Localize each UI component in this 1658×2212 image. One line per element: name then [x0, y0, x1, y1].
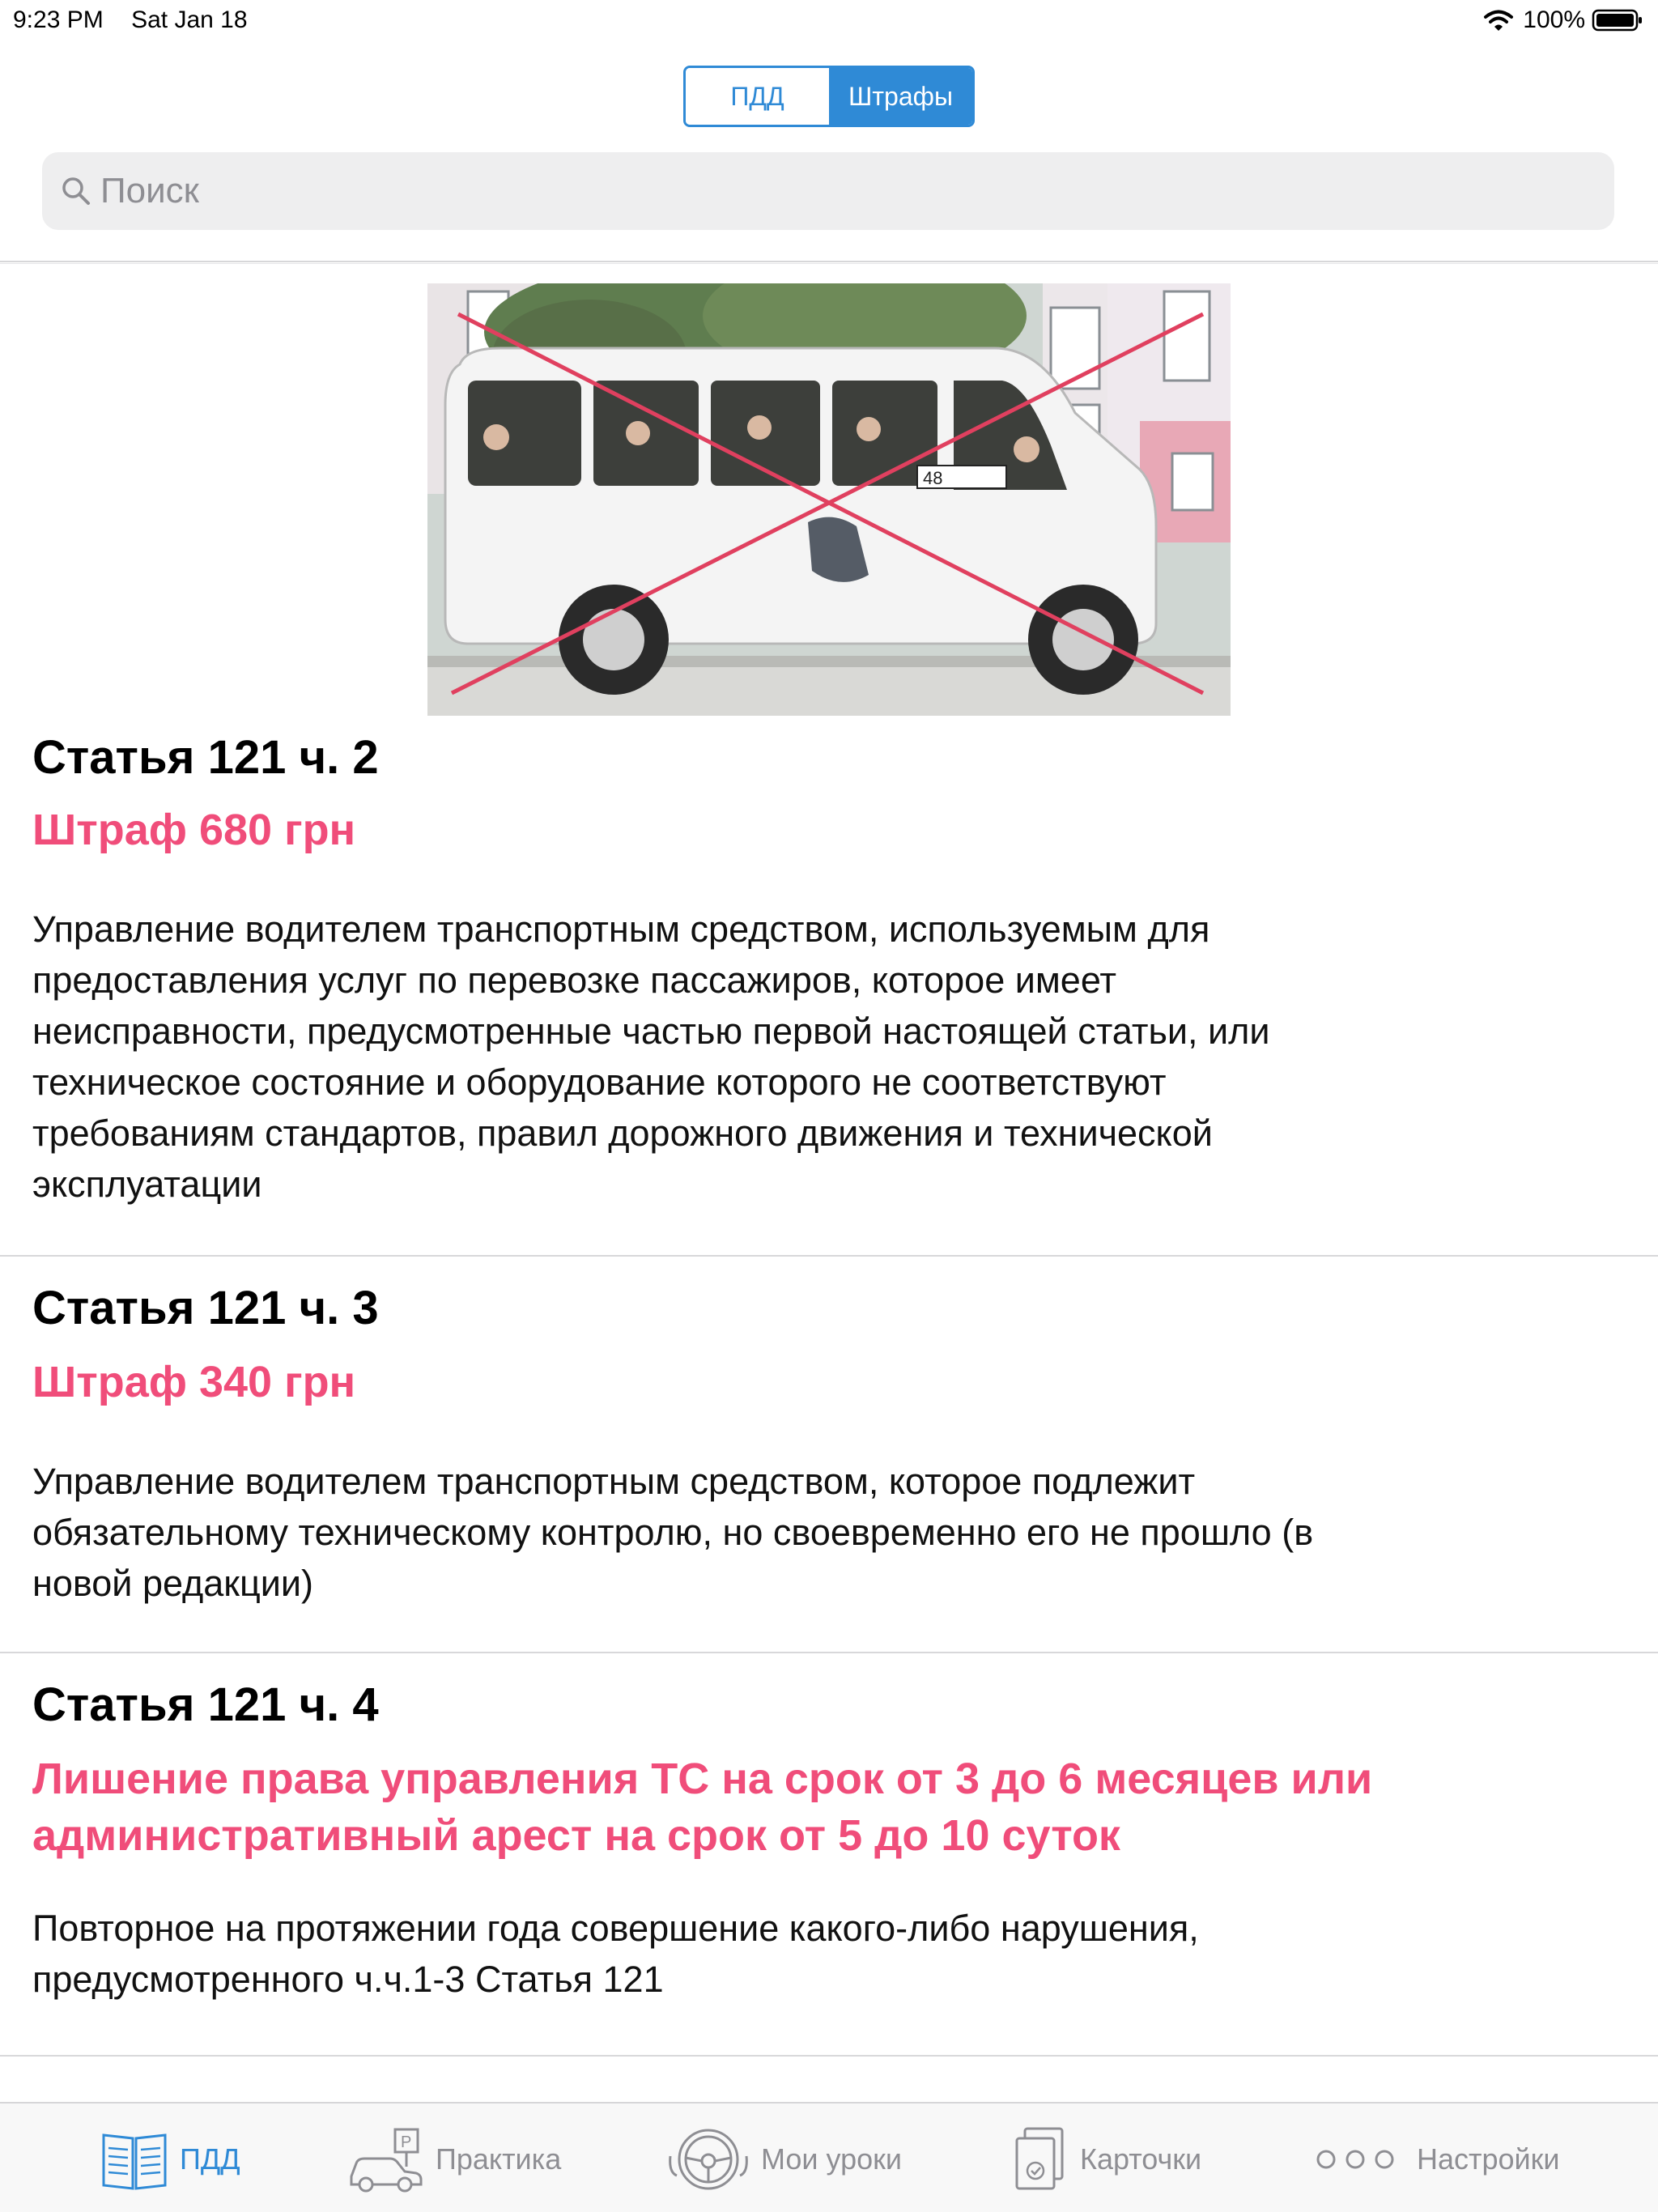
- status-time-date: [13, 6, 269, 34]
- row-divider: [0, 1652, 1658, 1653]
- article-fine: [32, 1750, 1571, 1864]
- tab-label: Настройки: [1417, 2142, 1560, 2176]
- desc-line: предоставления услуг по перевозке пассажиров, которое имеет: [32, 959, 1116, 1001]
- van-plate-number: 48: [923, 468, 943, 488]
- fine-line: Лишение права управления ТС на срок от 3 до 6 месяцев или: [32, 1755, 1373, 1803]
- article-description: [32, 904, 1619, 1210]
- desc-line: неисправности, предусмотренные частью первой настоящей статьи, или: [32, 1010, 1270, 1052]
- tab-label: Практика: [436, 2142, 562, 2176]
- fine-line: административный арест на срок от 5 до 10 суток: [32, 1811, 1120, 1860]
- cards-icon: [1012, 2125, 1069, 2193]
- desc-line: Управление водителем транспортным средством, используемым для: [32, 908, 1210, 950]
- row-divider: [0, 2055, 1658, 2057]
- header-separator: [0, 261, 1658, 264]
- desc-line: эксплуатации: [32, 1163, 262, 1205]
- book-icon: [100, 2127, 168, 2192]
- article-title: Статья 121 ч. 3: [32, 1282, 379, 1334]
- status-indicators: [1482, 6, 1643, 34]
- status-bar: [0, 0, 1658, 42]
- desc-line: требованиям стандартов, правил дорожного движения и технической: [32, 1112, 1213, 1154]
- article-description: [32, 1903, 1619, 2005]
- status-date: Sat Jan 18: [131, 6, 248, 33]
- tab-bar: [0, 2102, 1658, 2212]
- tab-my-lessons[interactable]: [667, 2123, 902, 2196]
- desc-line: новой редакции): [32, 1563, 314, 1604]
- article-description: [32, 1456, 1619, 1609]
- tab-label: ПДД: [180, 2142, 240, 2176]
- steering-wheel-icon: [667, 2127, 750, 2192]
- desc-line: обязательному техническому контролю, но своевременно его не прошло (в: [32, 1512, 1314, 1553]
- segment-fines[interactable]: Штрафы: [829, 68, 972, 125]
- tab-cards[interactable]: [1012, 2123, 1201, 2196]
- car-parking-icon: [346, 2126, 424, 2193]
- article-title: Статья 121 ч. 2: [32, 731, 379, 784]
- article-fine: Штраф 680 грн: [32, 806, 356, 854]
- svg-text:P: P: [401, 2133, 412, 2151]
- minibus-illustration: [427, 283, 1231, 716]
- desc-line: предусмотренного ч.ч.1-3 Статья 121: [32, 1959, 664, 2000]
- desc-line: Управление водителем транспортным средством, которое подлежит: [32, 1461, 1196, 1502]
- search-bar[interactable]: [42, 152, 1614, 230]
- more-icon: [1315, 2147, 1405, 2172]
- segmented-control: [683, 66, 975, 127]
- article-fine: Штраф 340 грн: [32, 1358, 356, 1406]
- status-time: 9:23 PM: [13, 6, 104, 33]
- tab-settings[interactable]: [1315, 2123, 1560, 2196]
- tab-label: Мои уроки: [761, 2142, 903, 2176]
- segment-pdd[interactable]: ПДД: [686, 68, 829, 125]
- fines-list[interactable]: [0, 267, 1658, 2097]
- search-input[interactable]: [100, 171, 1558, 211]
- tab-label: Карточки: [1080, 2142, 1202, 2176]
- battery-icon: [1592, 8, 1643, 32]
- desc-line: техническое состояние и оборудование которого не соответствуют: [32, 1061, 1167, 1103]
- wifi-icon: [1482, 8, 1515, 32]
- search-icon: [60, 175, 92, 207]
- article-title: Статья 121 ч. 4: [32, 1678, 379, 1731]
- tab-practice[interactable]: [346, 2123, 561, 2196]
- desc-line: Повторное на протяжении года совершение какого-либо нарушения,: [32, 1908, 1199, 1949]
- tab-pdd[interactable]: [100, 2123, 240, 2196]
- battery-percent: 100%: [1523, 6, 1585, 33]
- row-divider: [0, 1255, 1658, 1257]
